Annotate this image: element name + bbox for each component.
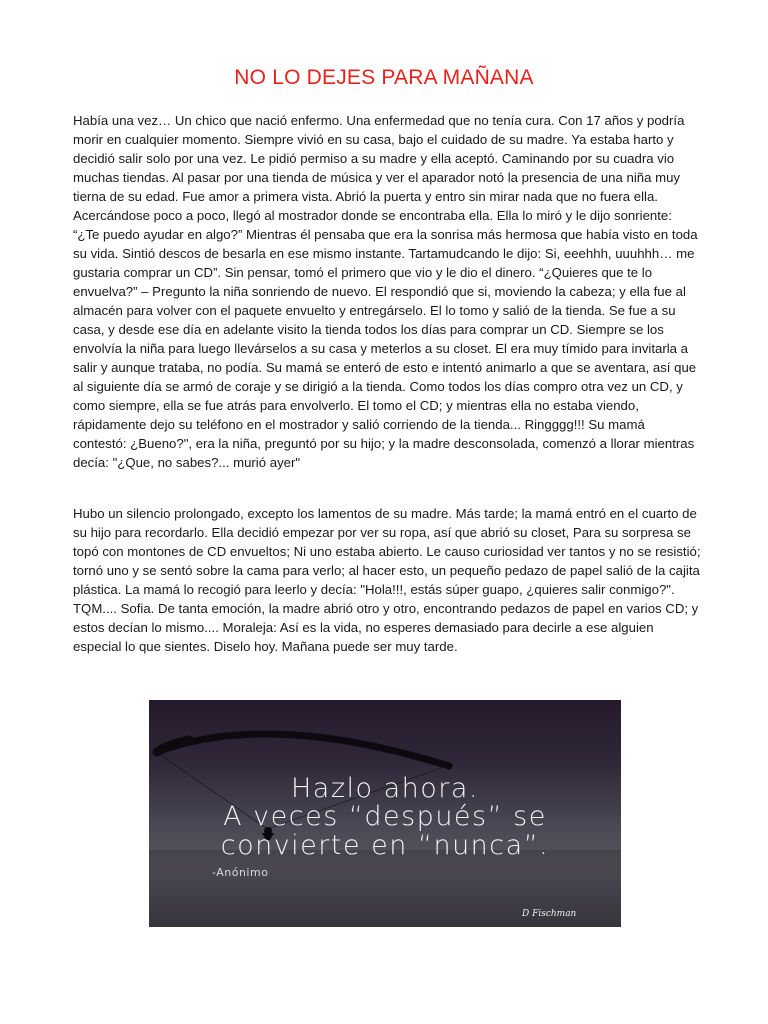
story-paragraph-2: Hubo un silencio prolongado, excepto los lamentos de su madre. Más tarde; la mamá entró en el cuarto de su hijo para recordarlo. Ella decidió empezar por ver su ropa, así que abrió su closet, Para su sorpresa se topó con montones de CD envueltos; Ni uno estaba abierto. Le causo curiosidad ver tantos y no se resistió; tornó uno y se sentó sobre la cama para verlo; al hacer esto, un pequeño pedazo de papel salió de la cajita plástica. La mamá lo recogió para leerlo y decía: "Hola!!!, estás súper guapo, ¿quieres salir conmigo?". TQM.... Sofia. De tanta emoción, la madre abrió otro y otro, encontrando pedazos de papel en varios CD; y estos decían lo mismo.... Moraleja: Así es la vida, no esperes demasiado para decirle a ese alguien especial lo que sientes. Diselo hoy. Mañana puede ser muy tarde.	[73, 506, 701, 654]
story-paragraph-1: Había una vez… Un chico que nació enfermo. Una enfermedad que no tenía cura. Con 17 años y podría morir en cualquier momento. Siempre vivió en su casa, bajo el cuidado de su madre. Ya estaba harto y decidió salir solo por una vez. Le pidió permiso a su madre y ella aceptó. Caminando por su cuadra vio muchas tiendas. Al pasar por una tienda de música y ver el aparador notó la presencia de una niña muy tierna de su edad. Fue amor a primera vista. Abrió la puerta y entro sin mirar nada que no fuera ella. Acercándose poco a poco, llegó al mostrador donde se encontraba ella. Ella lo miró y le dijo sonriente: “¿Te puedo ayudar en algo?” Mientras él pensaba que era la sonrisa más hermosa que había visto en toda su vida. Sintió descos de besarla en ese mismo instante. Tartamudcando le dijo: Si, eeehhh, uuuhhh… me gustaria comprar un CD”. Sin pensar, tomó el primero que vio y le dio el dinero. “¿Quieres que te lo envuelva?” – Pregunto la niña sonriendo de nuevo. El respondió que si, moviendo la cabeza; y ella fue al almacén para volver con el paquete envuelto y entregárselo. El lo tomo y salió de la tienda. Se fue a su casa, y desde ese día en adelante visito la tienda todos los días para comprar un CD. Siempre se los envolvía la niña para luego llevárselos a su casa y meterlos a su closet. El era muy tímido para invitarla a salir y aunque trataba, no podía. Su mamá se enteró de esto e intentó animarlo a que se aventara, así que al siguiente día se armó de coraje y se dirigió a la tienda. Como todos los días compro otra vez un CD, y como siempre, ella se fue atrás para envolverlo. El tomo el CD; y mientras ella no estaba viendo, rápidamente dejo su teléfono en el mostrador y salió corriendo de la tienda... Ringggg!!! Su mamá contestó: ¿Bueno?", era la niña, preguntó por su hijo; y la madre desconsolada, comenzó a llorar mientras decía: "¿Que, no sabes?... murió ayer"	[73, 113, 698, 470]
quote-line-2: A veces “después” se	[223, 801, 547, 832]
quote-author: -Anónimo	[212, 866, 269, 879]
page-title: NO LO DEJES PARA MAÑANA	[234, 66, 534, 89]
quote-line-3: convierte en “nunca”.	[220, 830, 550, 861]
quote-line-1: Hazlo ahora.	[290, 773, 480, 804]
image-credit: D Fischman	[522, 909, 577, 919]
